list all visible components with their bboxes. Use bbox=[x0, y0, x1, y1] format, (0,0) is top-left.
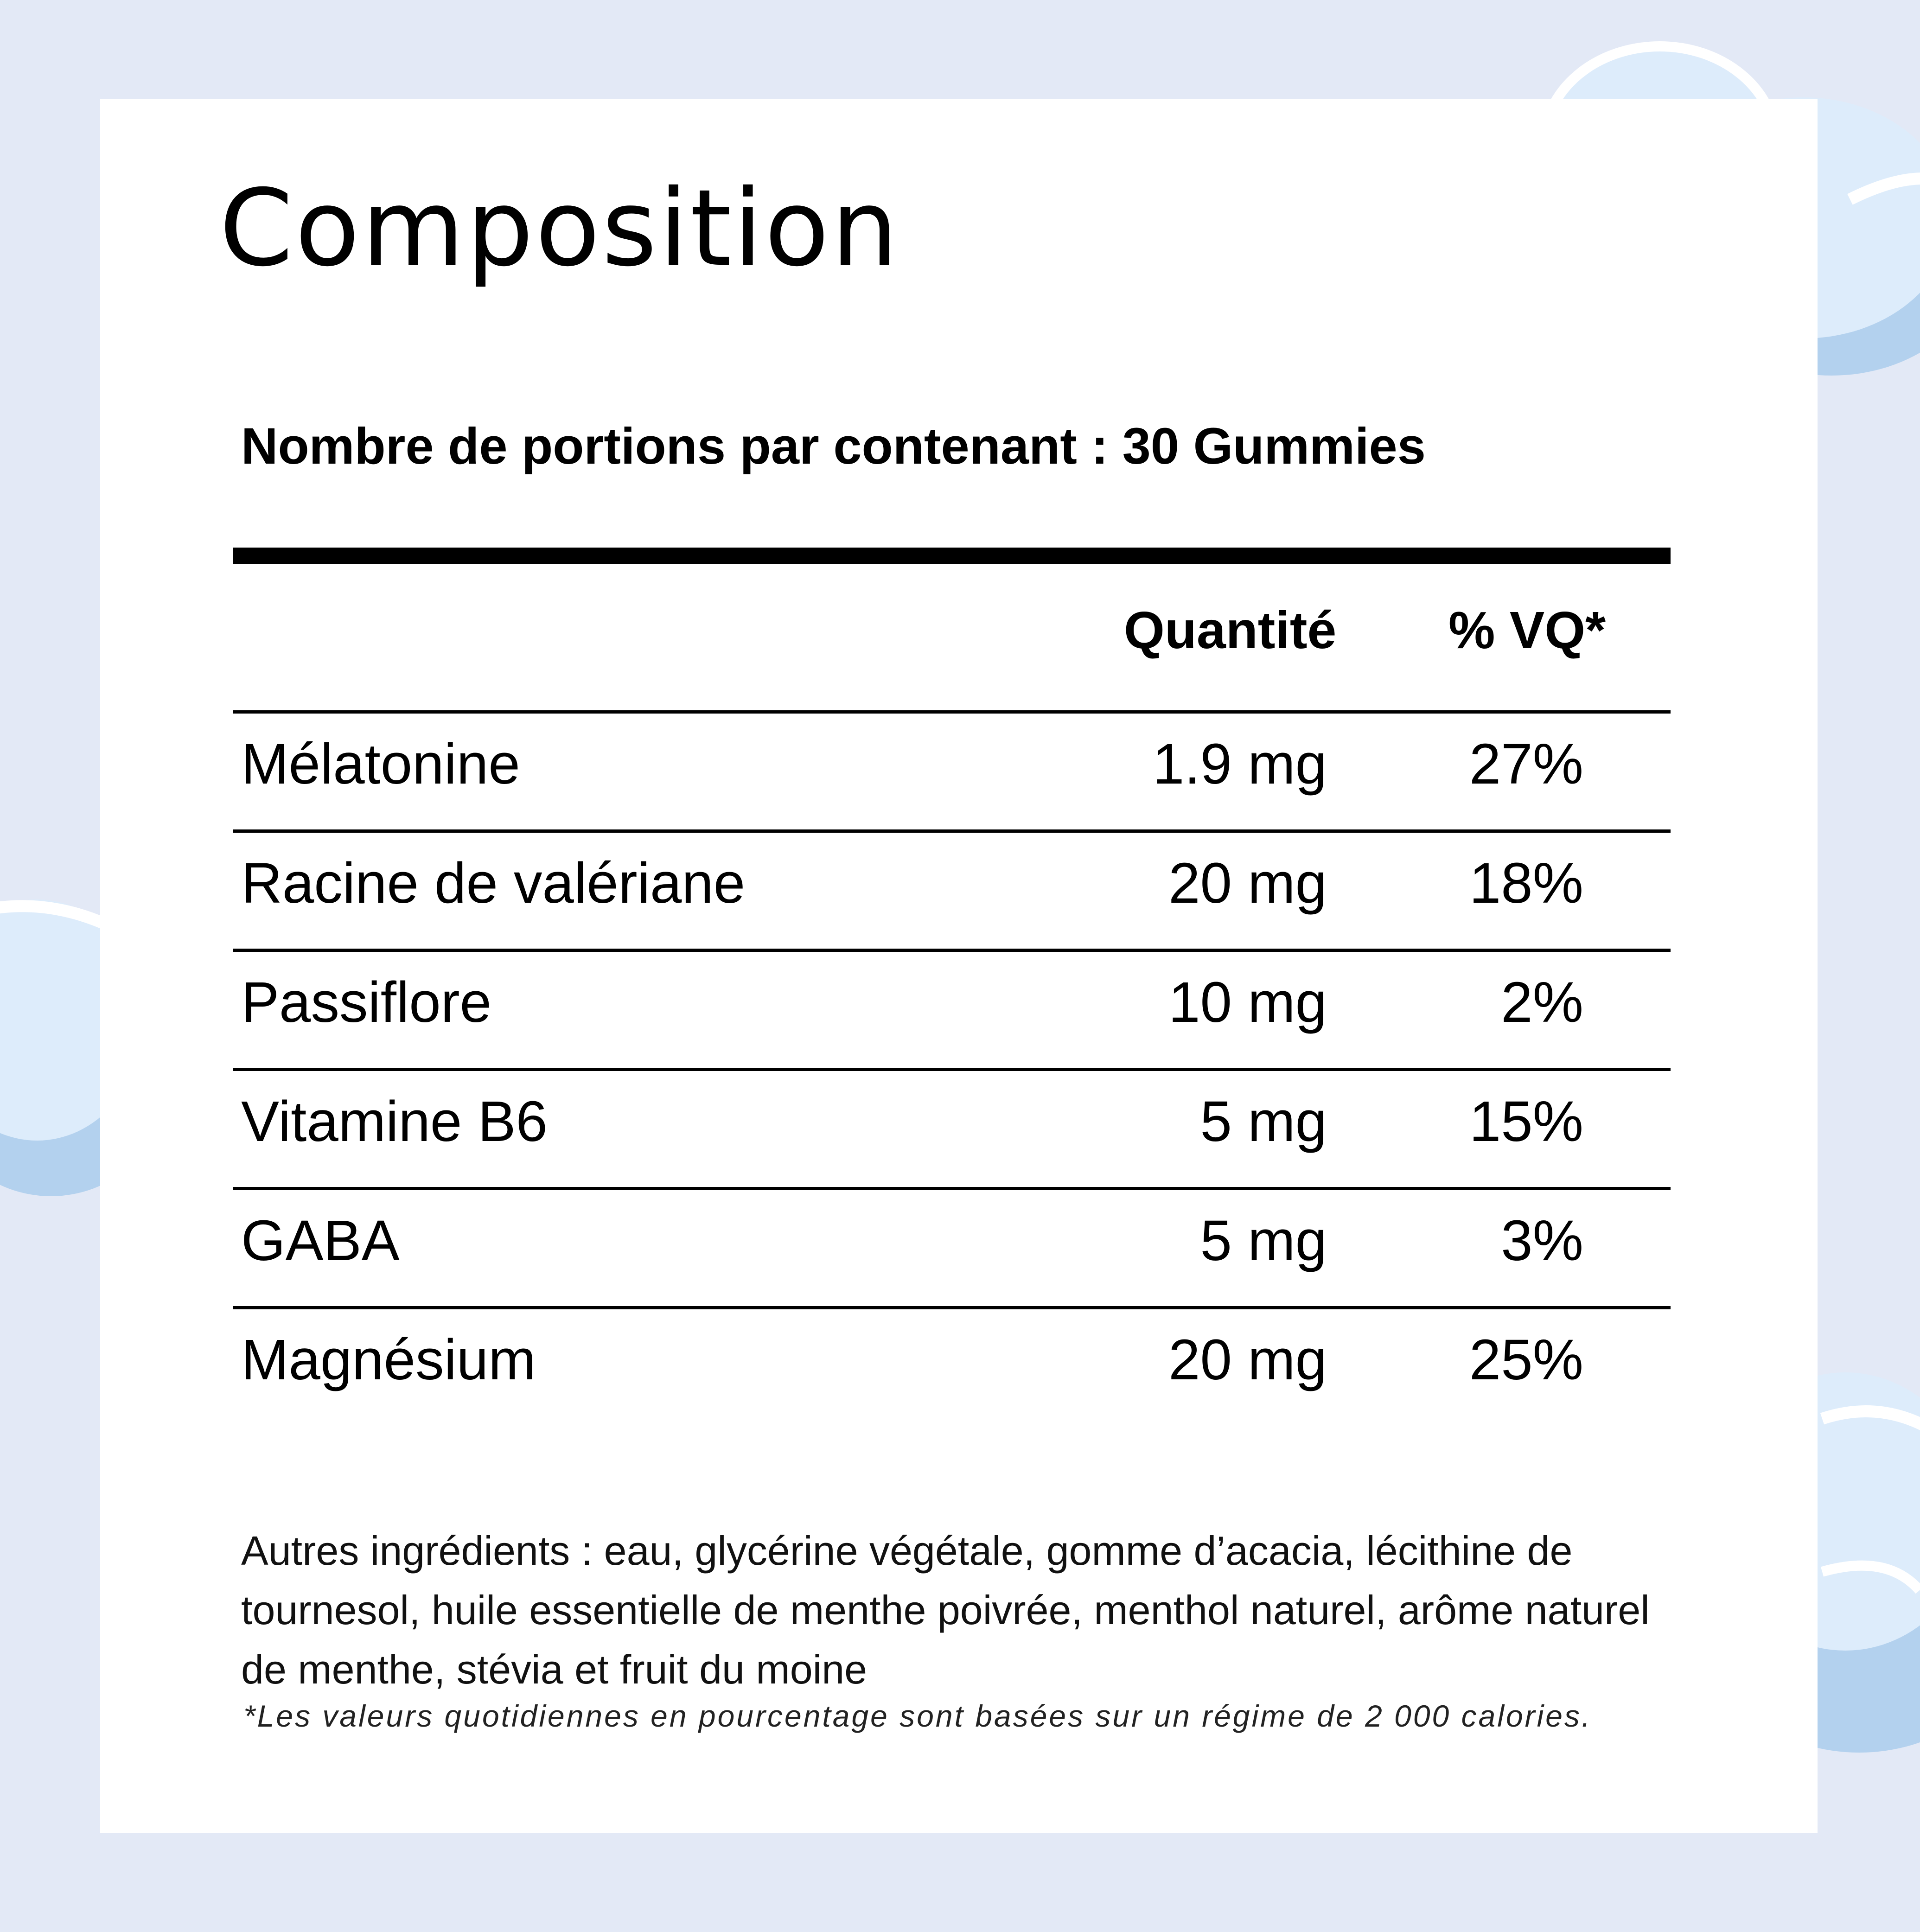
ingredient-quantity: 20 mg bbox=[1168, 852, 1327, 915]
table-row bbox=[233, 1068, 1671, 1187]
column-header-quantity: Quantité bbox=[1124, 601, 1337, 659]
table-row bbox=[233, 829, 1671, 949]
ingredient-name: Racine de valériane bbox=[241, 852, 746, 915]
table-top-divider bbox=[233, 548, 1671, 564]
ingredient-quantity: 1.9 mg bbox=[1152, 733, 1327, 796]
ingredient-daily-value: 2% bbox=[1501, 971, 1583, 1034]
ingredient-name: GABA bbox=[241, 1209, 400, 1273]
servings-per-container: Nombre de portions par contenant : 30 Gummies bbox=[241, 418, 1426, 475]
page-title: Composition bbox=[219, 166, 900, 290]
table-row bbox=[233, 949, 1671, 1068]
table-row bbox=[233, 710, 1671, 829]
ingredient-quantity: 20 mg bbox=[1168, 1328, 1327, 1392]
ingredient-name: Mélatonine bbox=[241, 733, 520, 796]
composition-card bbox=[100, 99, 1818, 1833]
ingredient-daily-value: 18% bbox=[1469, 852, 1583, 915]
ingredient-quantity: 10 mg bbox=[1168, 971, 1327, 1034]
ingredient-daily-value: 3% bbox=[1501, 1209, 1583, 1273]
ingredient-quantity: 5 mg bbox=[1200, 1090, 1327, 1154]
ingredient-daily-value: 25% bbox=[1469, 1328, 1583, 1392]
other-ingredients: Autres ingrédients : eau, glycérine végétale, gomme d’acacia, lécithine de tournesol, huile essentielle de menthe poivrée, menthol naturel, arôme naturel de menthe, stévia et fruit du moine bbox=[241, 1528, 1650, 1692]
ingredients-table bbox=[233, 710, 1671, 1425]
ingredient-name: Passiflore bbox=[241, 971, 492, 1034]
ingredient-daily-value: 27% bbox=[1469, 733, 1583, 796]
daily-value-footnote: *Les valeurs quotidiennes en pourcentage sont basées sur un régime de 2 000 calories. bbox=[243, 1699, 1592, 1733]
ingredient-name: Magnésium bbox=[241, 1328, 536, 1392]
ingredient-quantity: 5 mg bbox=[1200, 1209, 1327, 1273]
ingredient-name: Vitamine B6 bbox=[241, 1090, 548, 1154]
column-header-daily-value: % VQ* bbox=[1448, 601, 1606, 659]
table-row bbox=[233, 1306, 1671, 1425]
ingredient-daily-value: 15% bbox=[1469, 1090, 1583, 1154]
table-row bbox=[233, 1187, 1671, 1306]
